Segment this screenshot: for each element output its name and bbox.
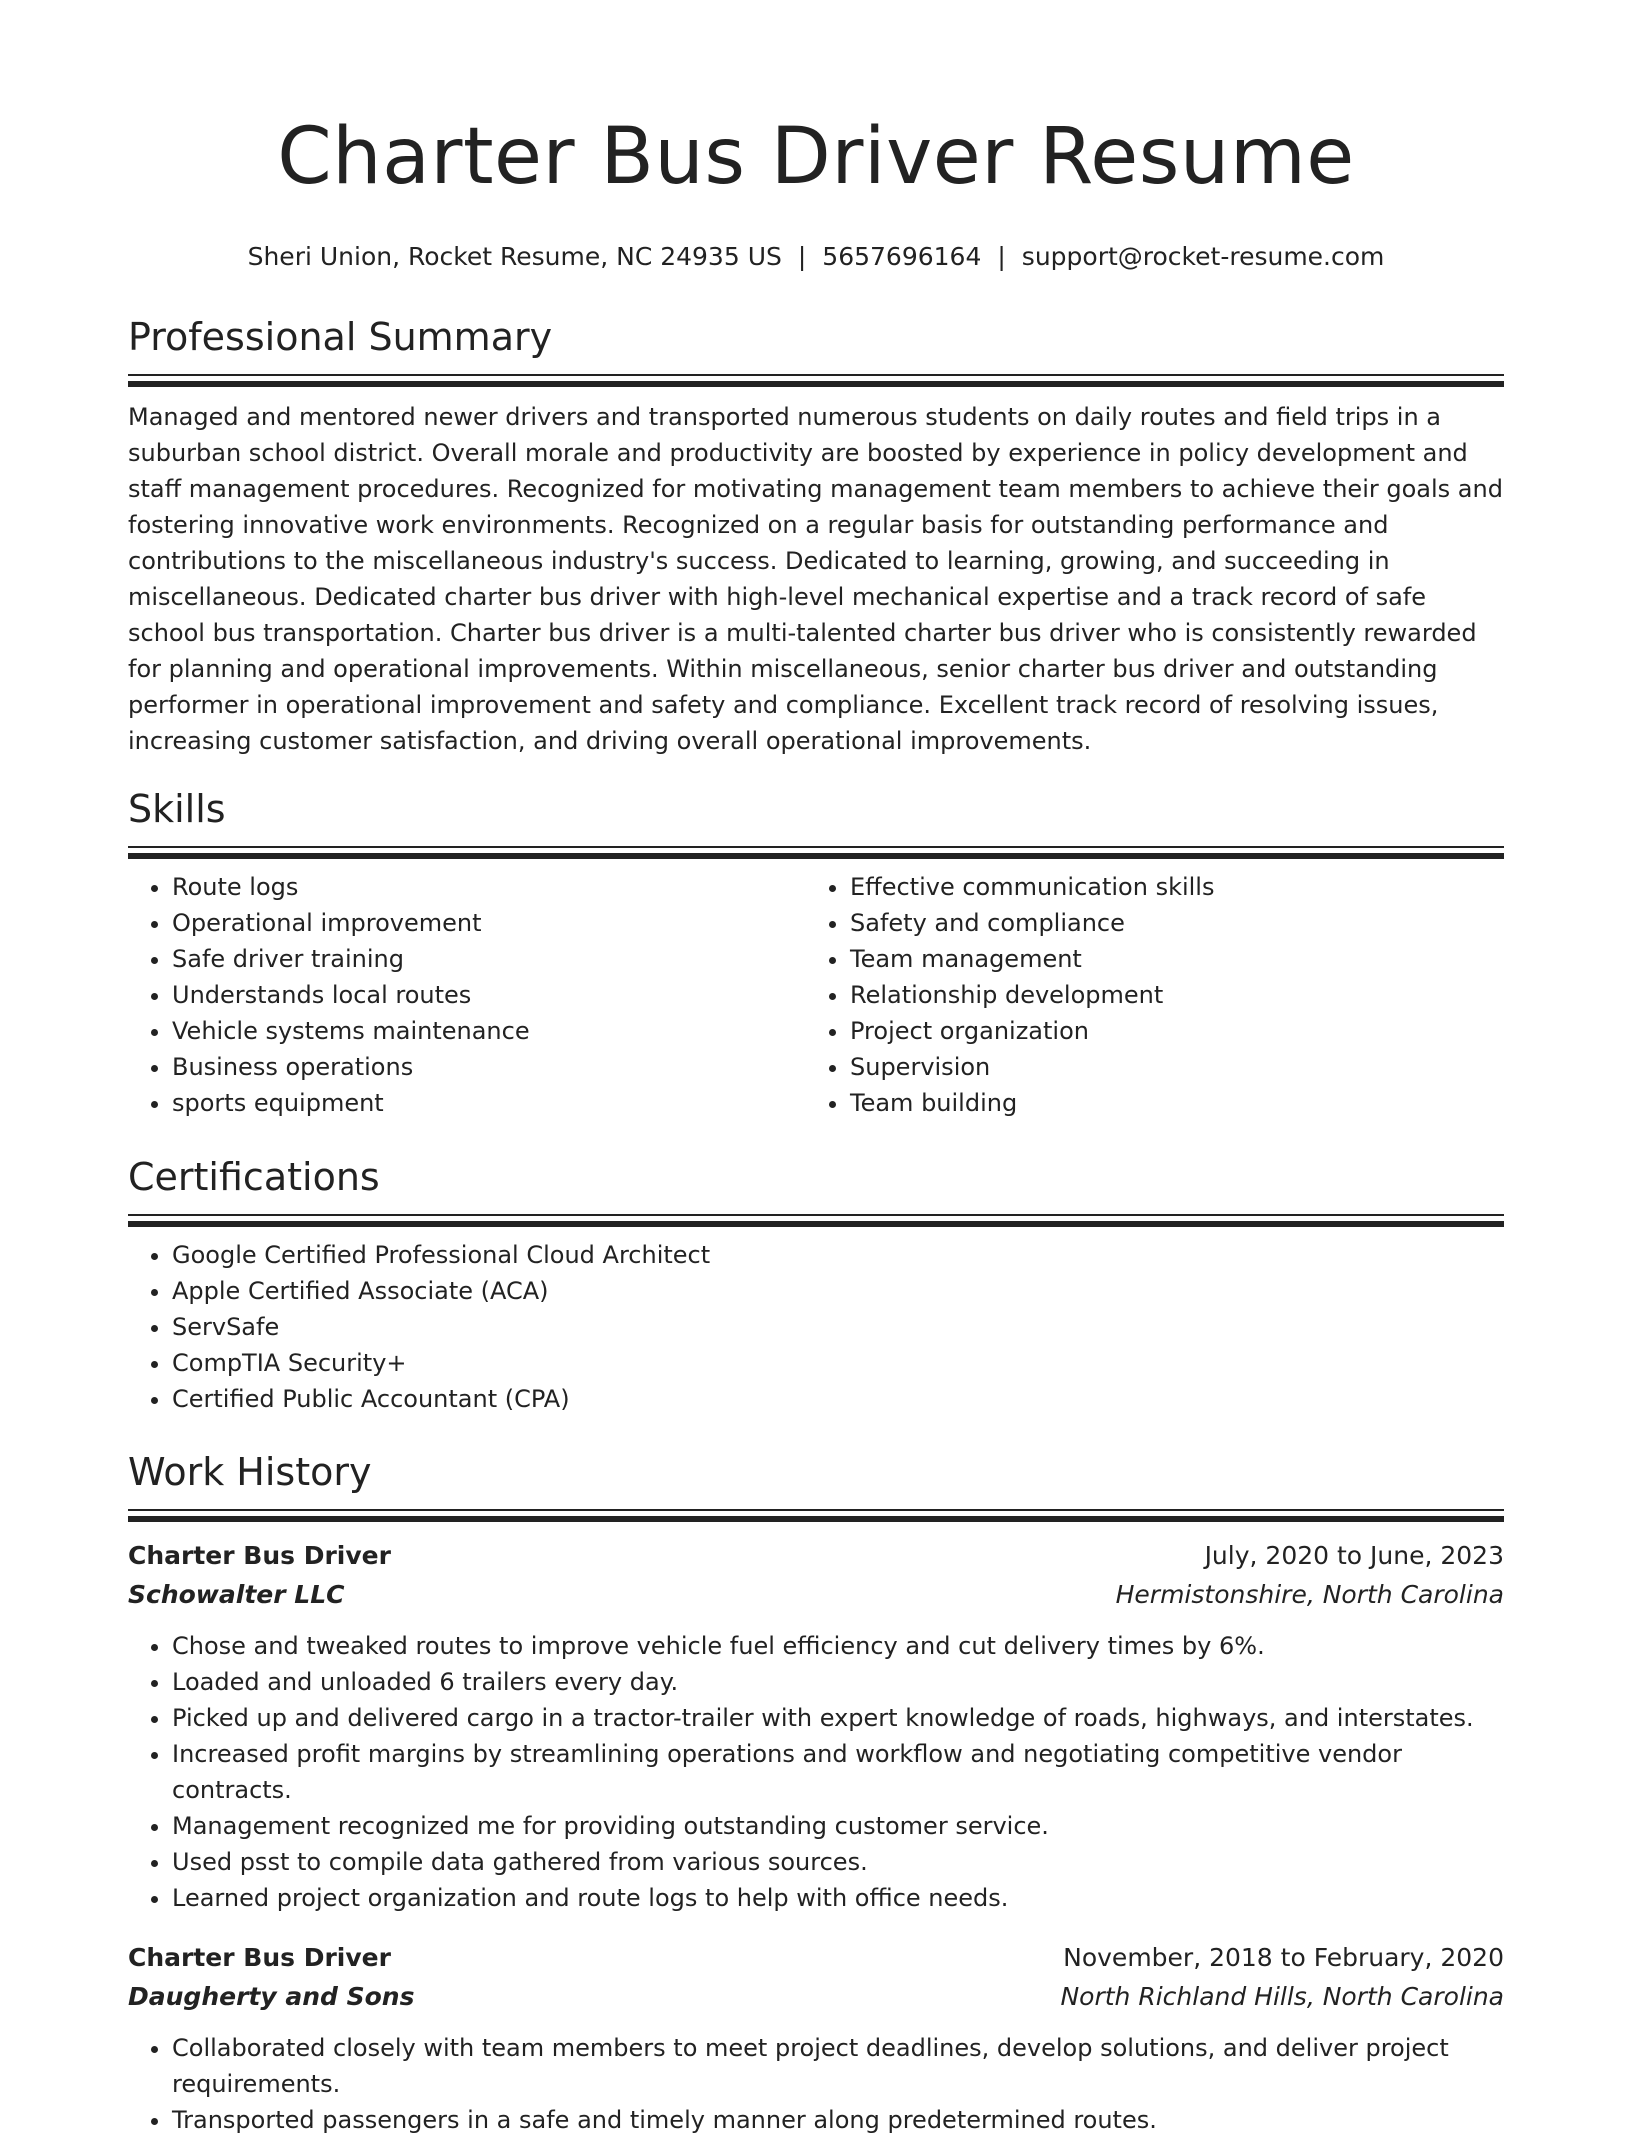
job-bullets — [128, 1628, 1504, 1916]
skills-column-right — [806, 869, 1484, 1121]
section-divider-thin — [128, 374, 1504, 376]
certifications-section — [128, 1156, 1504, 1417]
job-company: Daugherty and Sons — [128, 1981, 415, 2011]
job-title: Charter Bus Driver — [128, 1540, 391, 1570]
job-company: Schowalter LLC — [128, 1579, 345, 1609]
job-entry — [128, 1938, 1504, 2138]
skill-item: • Business operations — [172, 1049, 806, 1085]
contact-line — [0, 242, 1632, 272]
certification-item: • ServSafe — [172, 1309, 1504, 1345]
job-header — [128, 1536, 1504, 1575]
contact-phone: 5657696164 — [822, 242, 982, 271]
certifications-heading: Certifications — [128, 1155, 380, 1199]
job-subheader — [128, 1575, 1504, 1614]
skill-item: • Safety and compliance — [850, 905, 1484, 941]
summary-section — [128, 316, 1504, 759]
section-divider-thick — [128, 1221, 1504, 1227]
work-history-heading: Work History — [128, 1450, 372, 1494]
certification-item: • CompTIA Security+ — [172, 1345, 1504, 1381]
job-bullet: • Transported passengers in a safe and timely manner along predetermined routes. — [172, 2102, 1504, 2138]
job-entry — [128, 1536, 1504, 1916]
job-header — [128, 1938, 1504, 1977]
skill-item: • Safe driver training — [172, 941, 806, 977]
section-divider-thin — [128, 846, 1504, 848]
job-location: Hermistonshire, North Carolina — [1115, 1579, 1504, 1609]
summary-text: Managed and mentored newer drivers and transported numerous students on daily routes and field trips in a suburban school district. Overall morale and productivity are boosted by experience in policy development and staff management procedures. Recognized for motivating management team members to achieve their goals and fostering innovative work environments. Recognized on a regular basis for outstanding performance and contributions to the miscellaneous industry's success. Dedicated to learning, growing, and succeeding in miscellaneous. Dedicated charter bus driver with high-level mechanical expertise and a track record of safe school bus transportation. Charter bus driver is a multi-talented charter bus driver who is consistently rewarded for planning and operational improvements. Within miscellaneous, senior charter bus driver and outstanding performer in operational improvement and safety and compliance. Excellent track record of resolving issues, increasing customer satisfaction, and driving overall operational improvements. — [128, 402, 1503, 755]
job-subheader — [128, 1977, 1504, 2016]
skill-item: • Vehicle systems maintenance — [172, 1013, 806, 1049]
certification-item: • Google Certified Professional Cloud Architect — [172, 1237, 1504, 1273]
section-divider-thick — [128, 381, 1504, 387]
job-dates: July, 2020 to June, 2023 — [1204, 1540, 1504, 1570]
contact-separator: | — [797, 242, 807, 271]
skill-item: • Relationship development — [850, 977, 1484, 1013]
skill-item: • Team building — [850, 1085, 1484, 1121]
summary-heading: Professional Summary — [128, 315, 553, 359]
certification-item: • Certified Public Accountant (CPA) — [172, 1381, 1504, 1417]
job-dates: November, 2018 to February, 2020 — [1063, 1942, 1504, 1972]
section-divider-thin — [128, 1214, 1504, 1216]
job-bullet: • Collaborated closely with team members to meet project deadlines, develop solutions, and deliver project requirements. — [172, 2030, 1504, 2102]
job-bullet: • Used psst to compile data gathered from various sources. — [172, 1844, 1504, 1880]
job-bullet: • Management recognized me for providing outstanding customer service. — [172, 1808, 1504, 1844]
skill-item: • Team management — [850, 941, 1484, 977]
contact-email: support@rocket-resume.com — [1021, 242, 1385, 271]
certifications-list — [128, 1237, 1504, 1417]
job-bullet: • Loaded and unloaded 6 trailers every day. — [172, 1664, 1504, 1700]
section-divider-thick — [128, 853, 1504, 859]
skills-heading: Skills — [128, 787, 226, 831]
skills-column-left — [128, 869, 806, 1121]
section-divider-thick — [128, 1516, 1504, 1522]
resume-title: Charter Bus Driver Resume — [277, 112, 1355, 202]
job-bullet: • Picked up and delivered cargo in a tractor-trailer with expert knowledge of roads, highways, and interstates. — [172, 1700, 1504, 1736]
contact-address: Sheri Union, Rocket Resume, NC 24935 US — [247, 242, 782, 271]
skill-item: • Understands local routes — [172, 977, 806, 1013]
job-bullet: • Chose and tweaked routes to improve vehicle fuel efficiency and cut delivery times by 6%. — [172, 1628, 1504, 1664]
skills-section — [128, 788, 1504, 1121]
skill-item: • Project organization — [850, 1013, 1484, 1049]
job-bullet: • Increased profit margins by streamlining operations and workflow and negotiating competitive vendor contracts. — [172, 1736, 1504, 1808]
skills-columns — [128, 869, 1504, 1121]
job-location: North Richland Hills, North Carolina — [1060, 1981, 1504, 2011]
job-bullets — [128, 2030, 1504, 2138]
contact-separator: | — [997, 242, 1006, 271]
skill-item: • Route logs — [172, 869, 806, 905]
section-divider-thin — [128, 1509, 1504, 1511]
skill-item: • Operational improvement — [172, 905, 806, 941]
work-history-section — [128, 1451, 1504, 2138]
job-bullet: • Learned project organization and route logs to help with office needs. — [172, 1880, 1504, 1916]
skill-item: • Effective communication skills — [850, 869, 1484, 905]
job-title: Charter Bus Driver — [128, 1942, 391, 1972]
skill-item: • sports equipment — [172, 1085, 806, 1121]
certification-item: • Apple Certified Associate (ACA) — [172, 1273, 1504, 1309]
skill-item: • Supervision — [850, 1049, 1484, 1085]
